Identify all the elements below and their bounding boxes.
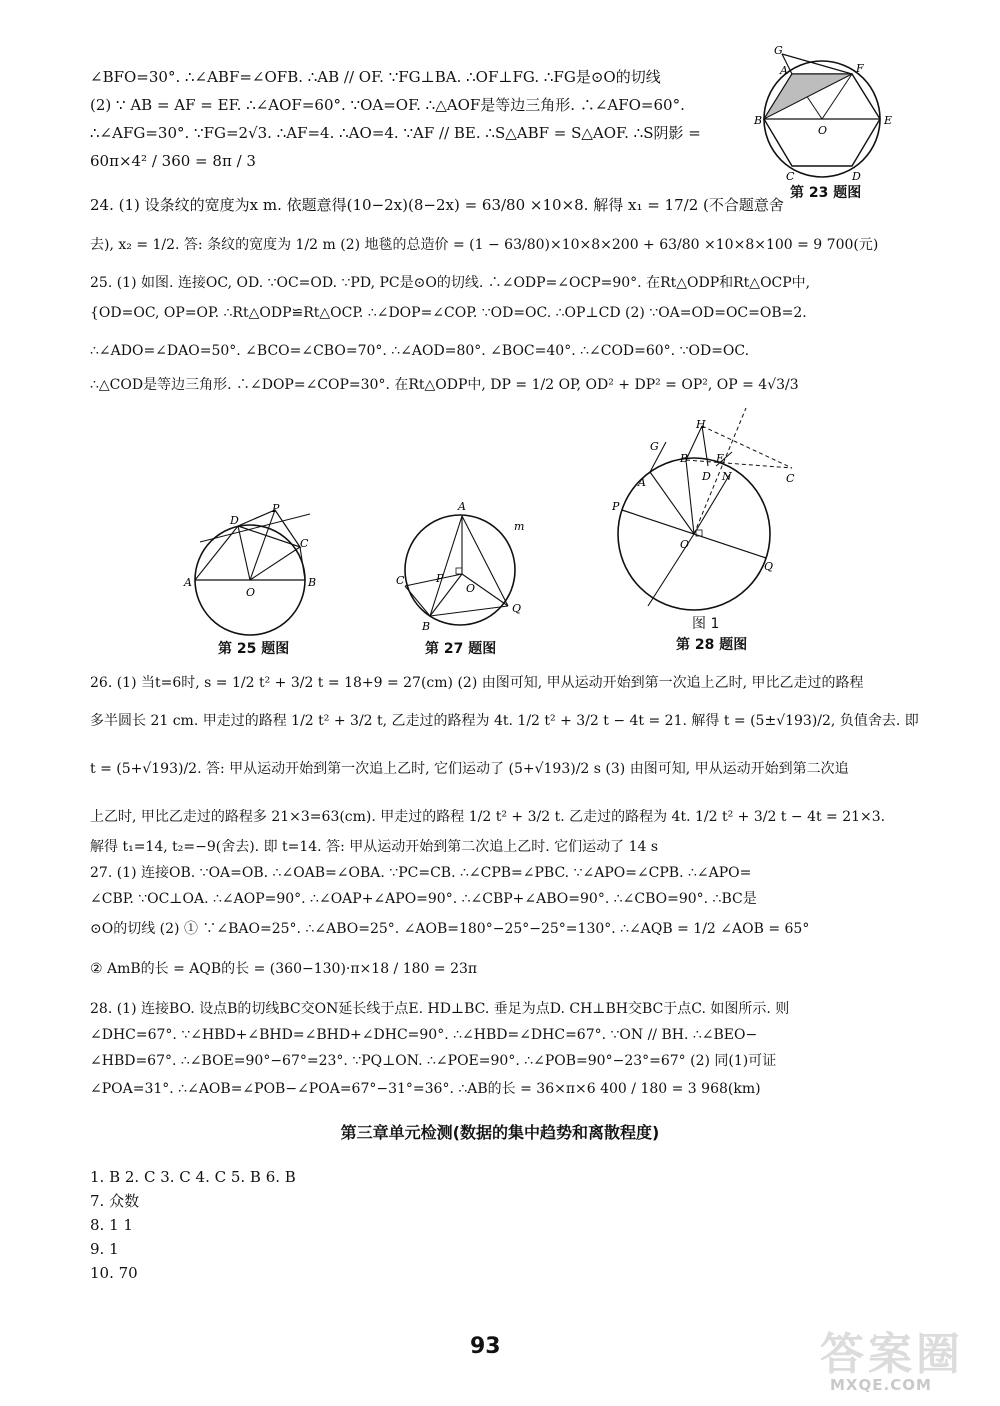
point-label: E xyxy=(884,114,893,127)
figure-27 xyxy=(390,488,530,638)
point-label: O xyxy=(246,586,256,599)
text-line: 多半圆长 21 cm. 甲走过的路程 1/2 t² + 3/2 t, 乙走过的路程为 4t. 1/2 t² + 3/2 t − 4t = 21. 解得 t = (5±√193)/2, 负值舍去. 即 xyxy=(90,713,919,729)
point-label: O xyxy=(818,124,828,137)
point-label: C xyxy=(786,472,795,485)
point-label: P xyxy=(272,502,280,515)
page-number: 93 xyxy=(470,1334,501,1359)
point-label: D xyxy=(702,470,711,483)
figure-caption: 第 25 题图 xyxy=(218,641,290,657)
answer-line: 8. 1 1 xyxy=(90,1216,133,1234)
figure-caption: 第 28 题图 xyxy=(676,637,748,653)
point-label: C xyxy=(786,170,795,183)
section-title: 第三章单元检测(数据的集中趋势和离散程度) xyxy=(340,1123,660,1142)
figure-subcaption: 图 1 xyxy=(692,616,720,632)
point-label: P xyxy=(612,500,620,513)
point-label: A xyxy=(780,64,788,77)
point-label: C xyxy=(396,574,405,587)
point-label: Q xyxy=(512,602,522,615)
text-line: t = (5+√193)/2. 答: 甲从运动开始到第一次追上乙时, 它们运动了 (5+√193)/2 s (3) 由图可知, 甲从运动开始到第二次追 xyxy=(90,761,849,777)
answer-line: 10. 70 xyxy=(90,1264,138,1282)
text-line: ② AmB的长 = AQB的长 = (360−130)·π×18 / 180 = 23π xyxy=(90,961,478,977)
text-line: ∴∠AFG=30°. ∵FG=2√3. ∴AF=4. ∴AO=4. ∵AF // BE. ∴S△ABF = S△AOF. ∴S阴影 = xyxy=(90,124,701,142)
text-line: ∠HBD=67°. ∴∠BOE=90°−67°=23°. ∵PQ⊥ON. ∴∠POE=90°. ∴∠POB=90°−23°=67° (2) 同(1)可证 xyxy=(90,1053,777,1069)
text-line: ⊙O的切线 (2) ① ∵∠BAO=25°. ∴∠ABO=25°. ∠AOB=180°−25°−25°=130°. ∴∠AQB = 1/2 ∠AOB = 65° xyxy=(90,921,810,937)
watermark-text: MXQE.COM xyxy=(830,1376,932,1394)
text-line: 上乙时, 甲比乙走过的路程多 21×3=63(cm). 甲走过的路程 1/2 t² + 3/2 t. 乙走过的路程为 4t. 1/2 t² + 3/2 t − 4t = 21×3. xyxy=(90,809,886,825)
point-label: G xyxy=(774,44,783,57)
point-label: B xyxy=(754,114,763,127)
point-label: m xyxy=(514,520,525,533)
point-label: A xyxy=(638,476,646,489)
figure-25 xyxy=(180,502,330,637)
text-line: 27. (1) 连接OB. ∵OA=OB. ∴∠OAB=∠OBA. ∵PC=CB. ∴∠CPB=∠PBC. ∵∠APO=∠CPB. ∴∠APO= xyxy=(90,865,752,881)
point-label: D xyxy=(230,514,239,527)
point-label: Q xyxy=(764,560,774,573)
point-label: E xyxy=(716,452,725,465)
text-line: ∠POA=31°. ∴∠AOB=∠POB−∠POA=67°−31°=36°. ∴AB的长 = 36×π×6 400 / 180 = 3 968(km) xyxy=(90,1081,761,1097)
text-line: 28. (1) 连接BO. 设点B的切线BC交ON延长线于点E. HD⊥BC. 垂足为点D. CH⊥BH交BC于点C. 如图所示. 则 xyxy=(90,1001,790,1017)
figure-23 xyxy=(752,44,902,194)
point-label: B xyxy=(422,620,431,633)
point-label: O xyxy=(680,538,690,551)
text-line: 24. (1) 设条纹的宽度为x m. 依题意得(10−2x)(8−2x) = 63/80 ×10×8. 解得 x₁ = 17/2 (不合题意舍 xyxy=(90,196,784,214)
text-line: 25. (1) 如图. 连接OC, OD. ∵OC=OD. ∵PD, PC是⊙O的切线. ∴∠ODP=∠OCP=90°. 在Rt△ODP和Rt△OCP中, xyxy=(90,275,811,291)
watermark-logo: 答案圈 xyxy=(820,1329,964,1380)
answer-line: 1. B 2. C 3. C 4. C 5. B 6. B xyxy=(90,1168,296,1186)
point-label: B xyxy=(308,576,317,589)
point-label: O xyxy=(466,582,476,595)
text-line: ∠BFO=30°. ∴∠ABF=∠OFB. ∴AB // OF. ∵FG⊥BA. ∴OF⊥FG. ∴FG是⊙O的切线 xyxy=(90,68,661,86)
text-line: {OD=OC, OP=OP. ∴Rt△ODP≌Rt△OCP. ∴∠DOP=∠COP. ∵OD=OC. ∴OP⊥CD (2) ∵OA=OD=OC=OB=2. xyxy=(90,305,807,321)
point-label: B xyxy=(680,452,689,465)
point-label: P xyxy=(436,572,444,585)
text-line: 60π×4² / 360 = 8π / 3 xyxy=(90,152,256,170)
text-line: ∠DHC=67°. ∵∠HBD+∠BHD=∠BHD+∠DHC=90°. ∴∠HBD=∠DHC=67°. ∵ON // BH. ∴∠BEO− xyxy=(90,1027,758,1043)
answer-line: 9. 1 xyxy=(90,1240,119,1258)
text-line: 去), x₂ = 1/2. 答: 条纹的宽度为 1/2 m (2) 地毯的总造价 = (1 − 63/80)×10×8×200 + 63/80 ×10×8×100 = 9 700(元) xyxy=(90,237,879,253)
text-line: 解得 t₁=14, t₂=−9(舍去). 即 t=14. 答: 甲从运动开始到第二次追上乙时. 它们运动了 14 s xyxy=(90,839,659,855)
answer-line: 7. 众数 xyxy=(90,1192,140,1210)
point-label: N xyxy=(722,470,732,483)
point-label: F xyxy=(856,62,864,75)
text-line: (2) ∵ AB = AF = EF. ∴∠AOF=60°. ∵OA=OF. ∴△AOF是等边三角形. ∴∠AFO=60°. xyxy=(90,96,685,114)
text-line: ∴△COD是等边三角形. ∴∠DOP=∠COP=30°. 在Rt△ODP中, DP = 1/2 OP, OD² + DP² = OP², OP = 4√3/3 xyxy=(90,377,799,393)
point-label: A xyxy=(458,500,466,513)
figure-caption: 第 27 题图 xyxy=(425,641,497,657)
text-line: ∠CBP. ∵OC⊥OA. ∴∠AOP=90°. ∴∠OAP+∠APO=90°. ∴∠CBP+∠ABO=90°. ∴∠CBO=90°. ∴BC是 xyxy=(90,891,757,907)
point-label: C xyxy=(300,537,309,550)
point-label: A xyxy=(184,576,192,589)
text-line: 26. (1) 当t=6时, s = 1/2 t² + 3/2 t = 18+9 = 27(cm) (2) 由图可知, 甲从运动开始到第一次追上乙时, 甲比乙走过的路程 xyxy=(90,675,864,691)
figure-28 xyxy=(612,406,808,618)
text-line: ∴∠ADO=∠DAO=50°. ∠BCO=∠CBO=70°. ∴∠AOD=80°. ∠BOC=40°. ∴∠COD=60°. ∵OD=OC. xyxy=(90,343,750,359)
point-label: G xyxy=(650,440,659,453)
point-label: H xyxy=(696,418,706,431)
figure-caption: 第 23 题图 xyxy=(790,185,862,201)
point-label: D xyxy=(852,170,861,183)
